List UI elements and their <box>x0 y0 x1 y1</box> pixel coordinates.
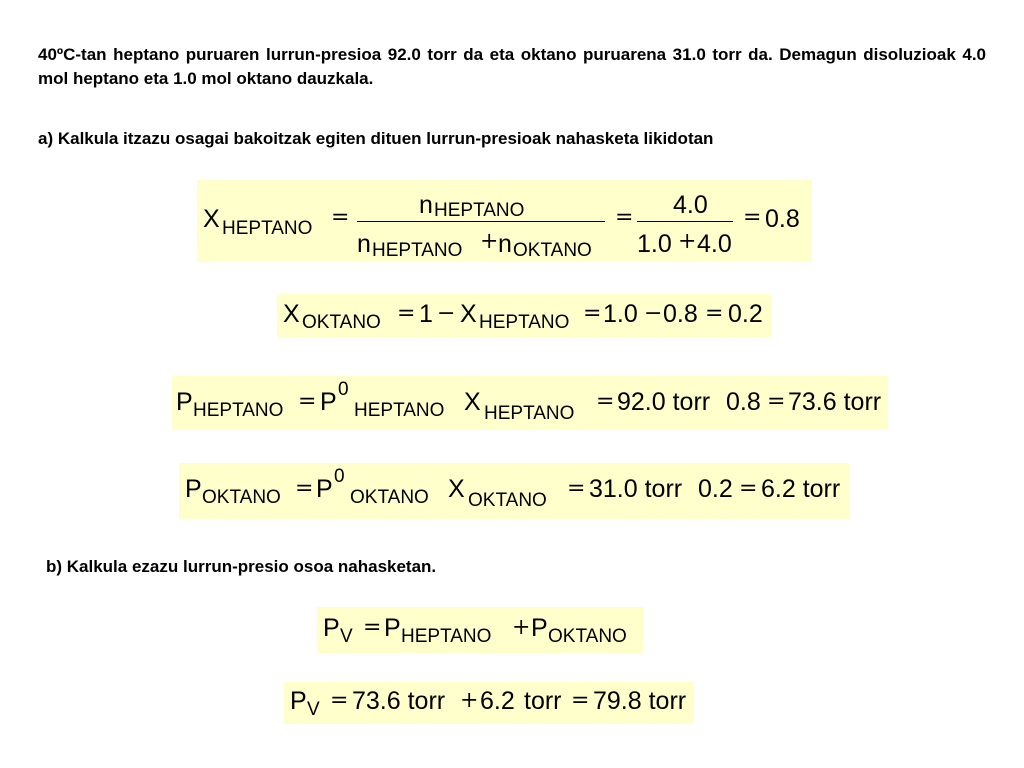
heptano-pressure: 73.6 torr <box>352 687 446 715</box>
v-subscript: V <box>307 699 320 720</box>
mole-fraction: 0.8 <box>726 388 761 416</box>
minus-sign: − <box>644 301 663 326</box>
superscript-zero: 0 <box>338 379 349 400</box>
equals-sign: = <box>596 389 615 414</box>
p-symbol: P <box>320 388 337 416</box>
x-subscript: HEPTANO <box>222 218 313 239</box>
equals-sign: = <box>767 389 786 414</box>
equals-sign: = <box>571 688 590 713</box>
superscript-zero: 0 <box>334 466 345 487</box>
p-symbol: P <box>531 614 548 642</box>
equals-sign: = <box>397 301 416 326</box>
x-symbol: X <box>283 300 300 328</box>
equals-sign: = <box>298 389 317 414</box>
n-subscript: OKTANO <box>513 240 592 261</box>
x-symbol: X <box>203 205 220 233</box>
equation-x-oktano <box>277 294 771 338</box>
x-symbol: X <box>448 475 465 503</box>
oktano-unit: torr <box>524 687 562 715</box>
denominator-a: 1.0 <box>637 230 672 258</box>
equals-sign: = <box>705 301 724 326</box>
pure-pressure: 31.0 torr <box>589 475 683 503</box>
equals-sign: = <box>295 476 314 501</box>
equation-p-oktano <box>179 463 849 519</box>
plus-sign: + <box>678 229 697 254</box>
result-value: 79.8 torr <box>593 687 687 715</box>
denominator-b: 4.0 <box>697 230 732 258</box>
equation-pv-result <box>284 682 694 724</box>
one-decimal-value: 1.0 <box>603 300 638 328</box>
p-symbol: P <box>384 614 401 642</box>
equation-p-heptano <box>172 376 888 430</box>
p-subscript: OKTANO <box>548 626 627 647</box>
equals-sign: = <box>363 615 382 640</box>
p-subscript: OKTANO <box>350 487 429 508</box>
equals-sign: = <box>739 476 758 501</box>
plus-sign: + <box>460 688 479 713</box>
p-subscript: HEPTANO <box>354 400 445 421</box>
minus-sign: − <box>437 301 456 326</box>
x-heptano-value: 0.8 <box>663 300 698 328</box>
n-symbol: n <box>357 230 371 258</box>
equals-sign: = <box>615 205 634 230</box>
p-symbol: P <box>176 388 193 416</box>
x-subscript: OKTANO <box>468 490 547 511</box>
intro-text: 40ºC-tan heptano puruaren lurrun-presioa 92.0 torr da eta oktano puruarena 31.0 torr da. Demagun disoluzioak 4.0 mol heptano eta 1.0 mol oktano dauzkala. <box>38 45 986 88</box>
mole-fraction: 0.2 <box>698 475 733 503</box>
one-value: 1 <box>419 300 433 328</box>
n-subscript: HEPTANO <box>434 200 525 221</box>
result-value: 0.2 <box>728 300 763 328</box>
x-symbol: X <box>464 388 481 416</box>
equals-sign: = <box>743 205 762 230</box>
question-b: b) Kalkula ezazu lurrun-presio osoa nahasketan. <box>46 557 437 576</box>
oktano-pressure: 6.2 <box>480 687 515 715</box>
pure-pressure: 92.0 torr <box>617 388 711 416</box>
fraction-bar <box>357 221 605 222</box>
equation-pv-formula <box>317 607 643 653</box>
fraction-bar <box>637 221 733 222</box>
n-subscript: HEPTANO <box>372 240 463 261</box>
numerator-value: 4.0 <box>673 191 708 219</box>
p-subscript: OKTANO <box>202 487 281 508</box>
p-symbol: P <box>290 687 307 715</box>
x-symbol: X <box>460 300 477 328</box>
plus-sign: + <box>480 229 499 254</box>
n-symbol: n <box>419 191 433 219</box>
question-a: a) Kalkula itzazu osagai bakoitzak egiten dituen lurrun-presioak nahasketa likidotan <box>38 129 714 148</box>
v-subscript: V <box>340 626 353 647</box>
p-symbol: P <box>316 475 333 503</box>
x-subscript: OKTANO <box>302 312 381 333</box>
x-subscript: HEPTANO <box>484 403 575 424</box>
result-value: 73.6 torr <box>788 388 882 416</box>
equals-sign: = <box>331 205 350 230</box>
plus-sign: + <box>512 615 531 640</box>
equals-sign: = <box>583 301 602 326</box>
result-value: 6.2 torr <box>761 475 841 503</box>
p-symbol: P <box>185 475 202 503</box>
equals-sign: = <box>567 476 586 501</box>
equals-sign: = <box>330 688 349 713</box>
n-symbol: n <box>498 230 512 258</box>
p-subscript: HEPTANO <box>193 400 284 421</box>
equation-x-heptano <box>197 180 812 262</box>
p-symbol: P <box>323 614 340 642</box>
x-subscript: HEPTANO <box>479 312 570 333</box>
result-value: 0.8 <box>765 205 800 233</box>
p-subscript: HEPTANO <box>401 626 492 647</box>
